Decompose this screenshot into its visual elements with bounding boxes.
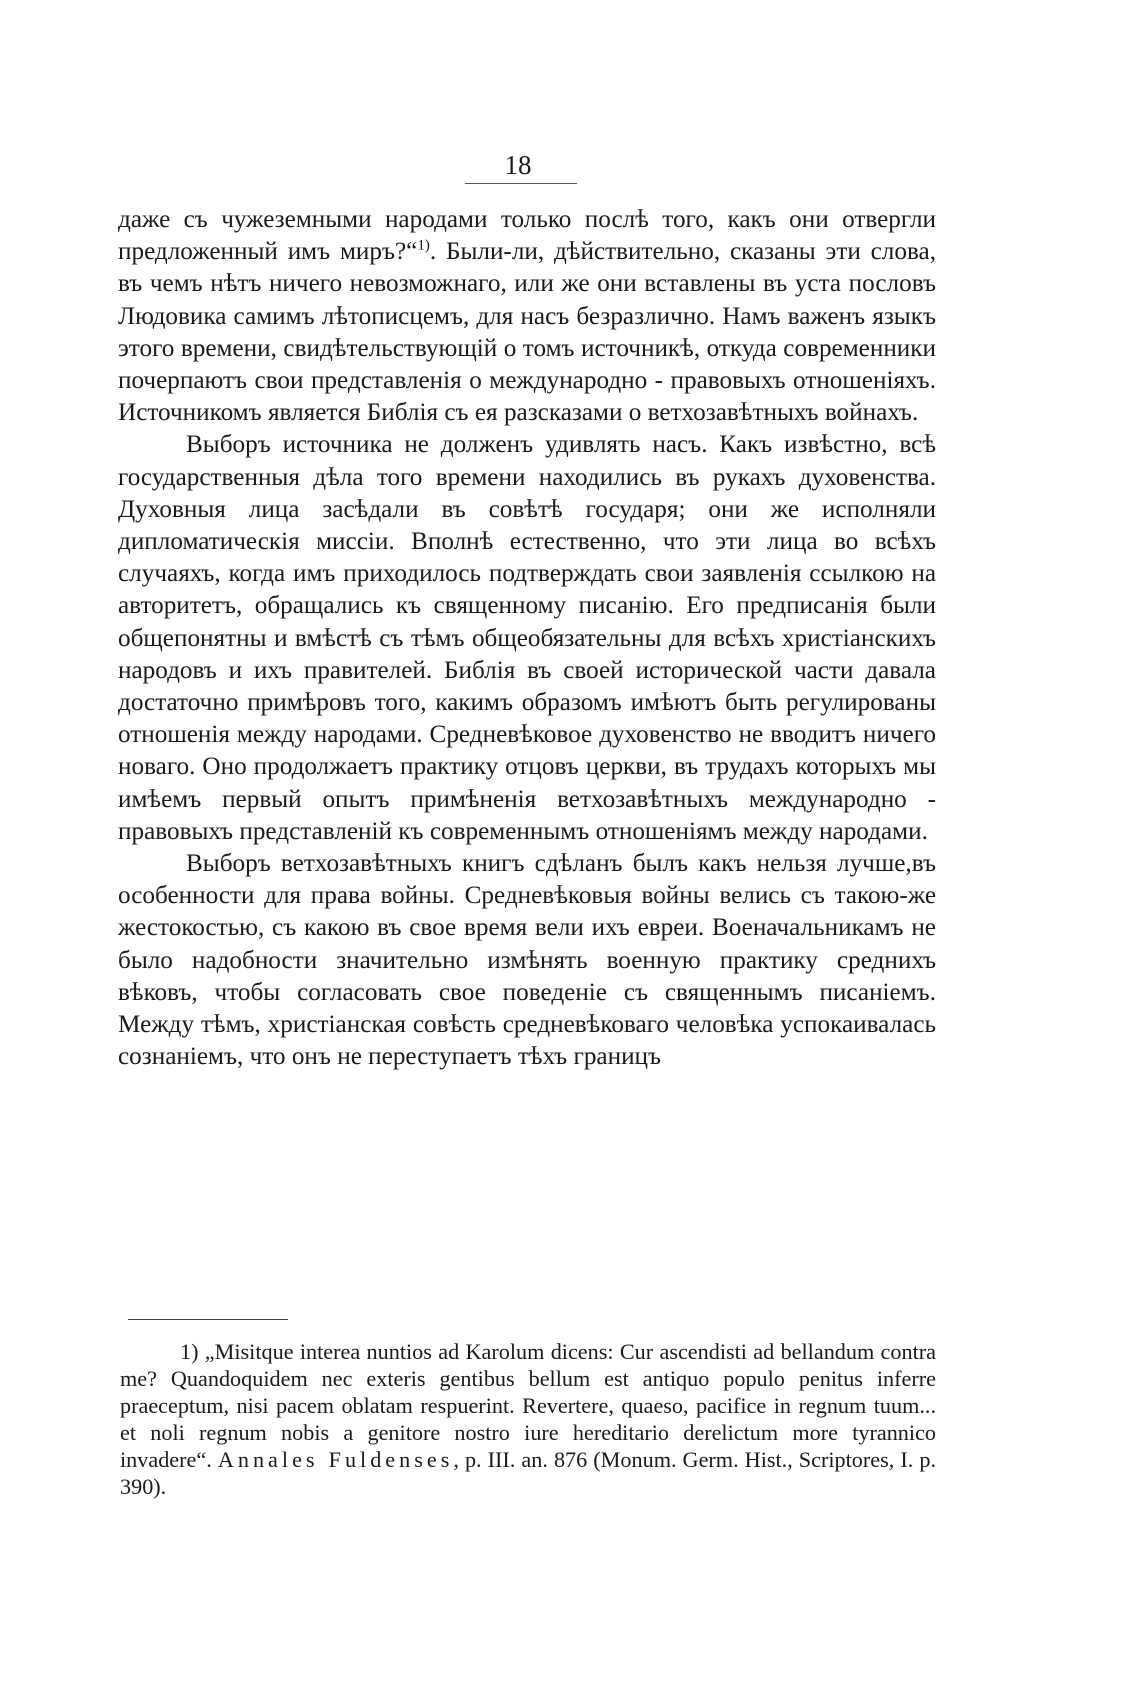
main-text xyxy=(118,204,936,1073)
footnote xyxy=(120,1338,936,1500)
footnote-quote: 1) „Misitque interea nuntios ad Karolum dicens: Cur ascendisti ad bellandum contra me? Quandoquidem nec exteris gentibus bellum est antiquo populo penitus inferre praeceptum, nisi pacem oblatam respuerint. Revertere, quaeso, pacifice in regnum tuum... et noli regnum nobis a genitore nostro iure hereditario derelictum more tyrannico invadere“. xyxy=(120,1339,936,1472)
footnote-source: Annales Fuldenses xyxy=(217,1447,454,1472)
paragraph-1 xyxy=(118,204,936,429)
paragraph-2: Выборъ источника не долженъ удивлять насъ. Какъ извѣстно, всѣ государственныя дѣла того времени находились въ рукахъ духовенства. Духовныя лица засѣдали въ совѣтѣ государя; они же исполняли дипломатическія миссіи. Вполнѣ естественно, что эти лица во всѣхъ случаяхъ, когда имъ приходилось подтверждать свои заявленія ссылкою на авторитетъ, обращались къ священному писанію. Его предписанія были общепонятны и вмѣстѣ съ тѣмъ общеобязательны для всѣхъ христіанскихъ народовъ и ихъ правителей. Библія въ своей исторической части давала достаточно примѣровъ того, какимъ образомъ имѣютъ быть регулированы отношенія между народами. Средневѣковое духовенство не вводитъ ничего новаго. Оно продолжаетъ практику отцовъ церкви, въ трудахъ которыхъ мы имѣемъ первый опытъ примѣненія ветхозавѣтныхъ международно - правовыхъ представленій къ современнымъ отношеніямъ между народами. xyxy=(118,431,936,845)
page-number: 18 xyxy=(504,150,532,180)
page-number-rule xyxy=(465,183,577,184)
paragraph-3: Выборъ ветхозавѣтныхъ книгъ сдѣланъ былъ какъ нельзя лучше,въ особенности для права войны. Средневѣковыя войны велись съ такою-же жестокостью, съ какою въ свое время вели ихъ евреи. Военачальникамъ не было надобности значительно измѣнять военную практику среднихъ вѣковъ, чтобы согласовать свое поведеніе съ священнымъ писаніемъ. Между тѣмъ, христіанская совѣсть средневѣковаго человѣка успокаивалась сознаніемъ, что онъ не переступаетъ тѣхъ границъ xyxy=(118,850,936,1071)
footnote-citation: , p. III. an. 876 (Monum. Germ. Hist., Scriptores, I. p. 390). xyxy=(120,1447,936,1499)
footnote-separator xyxy=(128,1319,288,1320)
footnote-reference: 1) xyxy=(417,237,430,254)
footnote-text xyxy=(120,1338,936,1500)
paragraph-1-text: даже съ чужеземными народами только послѣ того, какъ они отвергли предложенный имъ миръ?“ xyxy=(118,206,936,266)
paragraph-1-text-cont: . Были-ли, дѣйствительно, сказаны эти слова, въ чемъ нѣтъ ничего невозможнаго, или же они вставлены въ уста пословъ Людовика самимъ лѣтописцемъ, для насъ безразлично. Намъ важенъ языкъ этого времени, свидѣтельствующій о томъ источникѣ, откуда современники почерпаютъ свои представленія о международно - правовыхъ отношеніяхъ. Источникомъ является Библія съ ея разсказами о ветхозавѣтныхъ войнахъ. xyxy=(118,238,937,427)
